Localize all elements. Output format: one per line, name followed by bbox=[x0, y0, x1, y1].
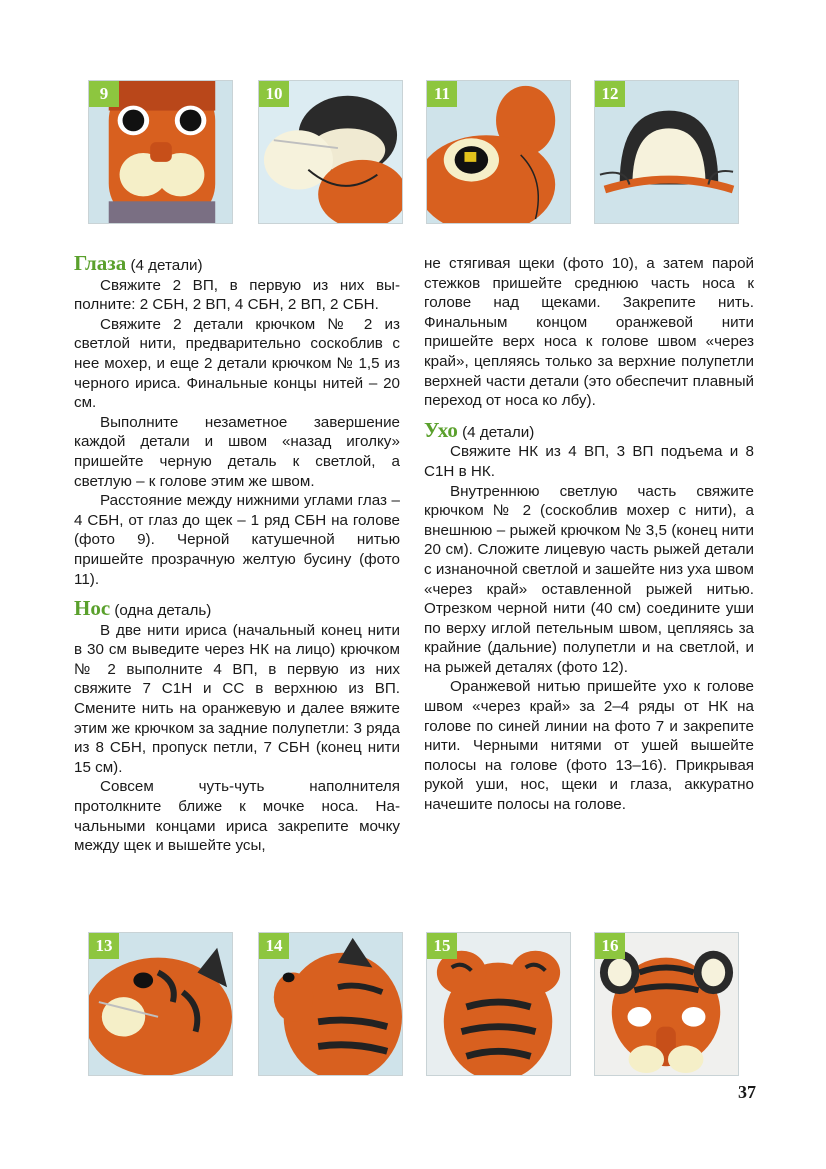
paragraph: Свяжите НК из 4 ВП, 3 ВП подъема и 8 С1Н в НК. bbox=[424, 443, 754, 480]
section-eyes bbox=[74, 251, 400, 589]
photo-number-badge: 12 bbox=[595, 81, 625, 107]
text-column-left bbox=[74, 251, 400, 856]
bottom-photo-row bbox=[88, 932, 744, 1076]
section-nose-continued bbox=[424, 254, 754, 411]
photo-number-badge: 9 bbox=[89, 81, 119, 107]
photo-number-badge: 14 bbox=[259, 933, 289, 959]
section-ear bbox=[424, 417, 754, 815]
photo-9 bbox=[88, 80, 233, 224]
photo-15 bbox=[426, 932, 571, 1076]
paragraph: Выполните незаметное завершение каждой детали и швом «назад иголку» пришейте черную деталь к светлой, а светлую – к голове этим же швом. bbox=[74, 413, 400, 490]
paragraph: Свяжите 2 ВП, в первую из них выполните: 2 СБН, 2 ВП, 4 СБН, 2 ВП, 2 СБН. bbox=[74, 276, 400, 314]
section-note: (одна деталь) bbox=[110, 602, 212, 620]
section-heading: Ухо bbox=[424, 417, 458, 442]
paragraph: не стягивая щеки (фото 10), а затем парой стежков пришейте среднюю часть носа к голове над щеками. Закрепите нить. Финальным концом оранжевой нити пришейте верх носа к голове швом «через край», цепляясь только за верхние полупетли верхней части детали (это обеспечит плавный переход от носа ко лбу). bbox=[424, 255, 754, 410]
photo-16 bbox=[594, 932, 739, 1076]
section-heading: Нос bbox=[74, 596, 111, 621]
paragraph: В две нити ириса (начальный конец нити в 30 см выведите через НК на лицо) крючком № 2 выполните 4 ВП, в первую из них свяжите 7 С1Н и СС в верхнюю из ВП. Смените нить на оранжевую и далее вяжите этим же крючком за задние полупетли: 3 ряда из 8 СБН, пропуск петли, 7 СБН (конец нити 15 см). bbox=[74, 621, 400, 776]
paragraph: Расстояние между нижними углами глаз – 4 СБН, от глаз до щек – 1 ряд СБН на голове (фото 9). Черной катушечной нитью пришейте прозрачную желтую бусину (фото 11). bbox=[74, 492, 400, 588]
top-photo-row bbox=[88, 80, 744, 224]
section-title bbox=[74, 251, 400, 276]
photo-12 bbox=[594, 80, 739, 224]
photo-number-badge: 11 bbox=[427, 81, 457, 107]
photo-number-badge: 13 bbox=[89, 933, 119, 959]
page-number: 37 bbox=[738, 1082, 756, 1102]
text-column-right bbox=[424, 254, 754, 815]
section-nose bbox=[74, 596, 400, 856]
section-title bbox=[424, 417, 754, 443]
photo-number-badge: 15 bbox=[427, 933, 457, 959]
paragraph: Совсем чуть-чуть наполнителя протолкните ближе к мочке носа. Начальными концами ириса закрепите мочку между щек и вышейте усы, bbox=[74, 778, 400, 855]
section-title bbox=[74, 596, 400, 621]
paragraph: Внутреннюю светлую часть свяжите крючком № 2 (соскоблив мохер с нити), а внешнюю – рыжей крючком № 3,5 (конец нити 20 см). Сложите лицевую часть рыжей детали с изнаночной светлой и зашейте низ уха швом «через край» оставленной рыжей нитью. Отрезком черной нити (40 см) соедините уши по верху иглой петельным швом, цепляясь за крайние (дальние) полупетли и на светлой, и на рыжей деталях (фото 12). bbox=[424, 482, 754, 676]
photo-11 bbox=[426, 80, 571, 224]
photo-14 bbox=[258, 932, 403, 1076]
photo-13 bbox=[88, 932, 233, 1076]
photo-number-badge: 10 bbox=[259, 81, 289, 107]
photo-number-badge: 16 bbox=[595, 933, 625, 959]
paragraph: Оранжевой нитью пришейте ухо к голове швом «через край» за 2–4 ряды от НК на голове по синей линии на фото 7 и закрепите нити. Черными нитями от ушей вышейте полосы на голове (фото 13–16). Прикрывая рукой уши, нос, щеки и глаза, аккуратно начешите полосы на голове. bbox=[424, 678, 754, 814]
section-note: (4 детали) bbox=[457, 423, 535, 441]
photo-10 bbox=[258, 80, 403, 224]
section-note: (4 детали) bbox=[126, 257, 203, 274]
section-heading: Глаза bbox=[74, 251, 127, 275]
paragraph: Свяжите 2 детали крючком № 2 из светлой нити, предварительно соскоблив с нее мохер, и еще 2 детали крючком № 1,5 из черного ириса. Финальные концы нитей – 20 см. bbox=[74, 315, 400, 412]
